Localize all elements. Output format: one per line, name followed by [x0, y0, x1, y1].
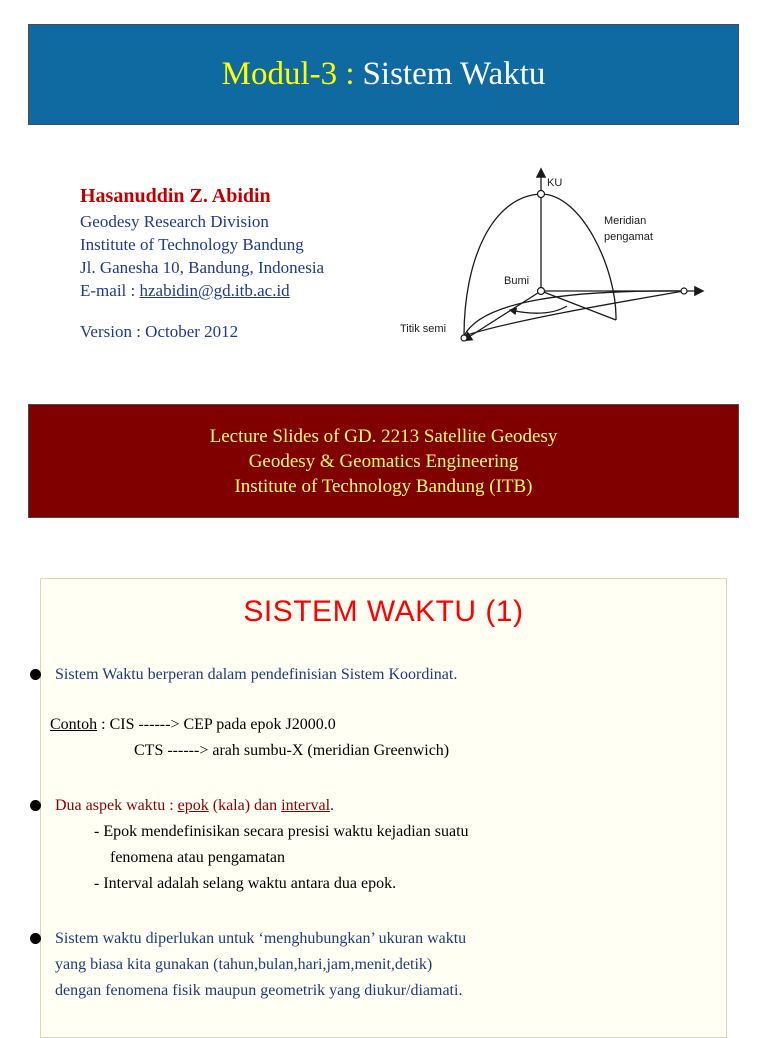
bullet-1 — [30, 662, 457, 688]
author-email-line — [80, 279, 324, 302]
author-division: Geodesy Research Division — [80, 212, 269, 231]
bullet-2-sub-2: - Interval adalah selang waktu antara dua epok. — [94, 875, 397, 892]
label-bumi: Bumi — [504, 275, 530, 287]
lecture-line-3: Institute of Technology Bandung (ITB) — [234, 475, 533, 497]
author-block — [80, 183, 324, 343]
bullet-dot-icon — [30, 933, 41, 944]
bullet-3-line-3: dengan fenomena fisik maupun geometrik yang diukur/diamati. — [55, 982, 463, 999]
module-title: Sistem Waktu — [362, 56, 546, 92]
bullet-2-epok: epok — [177, 797, 209, 814]
label-meridian: Meridian — [604, 215, 647, 227]
label-titik-semi: Titik semi — [400, 323, 447, 335]
lecture-line-1: Lecture Slides of GD. 2213 Satellite Geodesy — [209, 425, 558, 447]
author-institute: Institute of Technology Bandung — [80, 235, 304, 254]
label-pengamat: pengamat — [604, 231, 653, 243]
bullet-dot-icon — [30, 669, 41, 680]
lecture-banner — [28, 404, 739, 518]
lecture-line-2: Geodesy & Geomatics Engineering — [248, 450, 519, 472]
contoh-line-1: : CIS ------> CEP pada epok J2000.0 — [97, 716, 336, 733]
author-address: Jl. Ganesha 10, Bandung, Indonesia — [80, 258, 325, 277]
bullet-2-prefix: Dua aspek waktu : — [55, 797, 178, 814]
bullet-2 — [30, 793, 469, 897]
bullet-2-interval: interval — [281, 797, 331, 814]
slide-heading: SISTEM WAKTU (1) — [243, 595, 524, 628]
equator-arc — [464, 291, 684, 336]
contoh-line-2: CTS ------> arah sumbu-X (meridian Greenwich) — [134, 742, 450, 759]
bullet-dot-icon — [30, 800, 41, 811]
email-prefix: E-mail : — [80, 281, 140, 300]
bullet-3-line-2: yang biasa kita gunakan (tahun,bulan,hari,jam,menit,detik) — [55, 956, 433, 973]
version: Version : October 2012 — [80, 322, 239, 341]
label-ku: KU — [547, 177, 563, 189]
title-banner — [28, 24, 739, 125]
titik-semi-point — [461, 335, 467, 341]
meridian-arc — [464, 194, 616, 336]
contoh-label: Contoh — [50, 716, 98, 733]
bullet-2-sub-1: - Epok mendefinisikan secara presisi waktu kejadian suatu — [94, 823, 469, 840]
earth-point — [538, 288, 545, 295]
bullet-1-text: Sistem Waktu berperan dalam pendefinisian Sistem Koordinat. — [55, 666, 458, 683]
contoh-block — [50, 712, 449, 764]
vernal-line — [464, 291, 541, 340]
hour-angle-arc — [510, 306, 567, 313]
bullet-3-line-1: Sistem waktu diperlukan untuk ‘menghubungkan’ ukuran waktu — [55, 930, 467, 947]
author-name: Hasanuddin Z. Abidin — [80, 185, 271, 207]
bullet-2-end: . — [330, 797, 335, 814]
back-equator-arc — [464, 291, 684, 336]
bullet-3 — [30, 926, 466, 1004]
module-label: Modul-3 : — [221, 56, 355, 92]
bullet-2-sub-1b: fenomena atau pengamatan — [110, 849, 286, 866]
ku-point — [538, 191, 545, 198]
bullet-2-mid: (kala) dan — [208, 797, 282, 814]
meridian-diagram — [392, 160, 712, 360]
email-link[interactable]: hzabidin@gd.itb.ac.id — [139, 281, 290, 300]
equator-point — [681, 288, 687, 294]
